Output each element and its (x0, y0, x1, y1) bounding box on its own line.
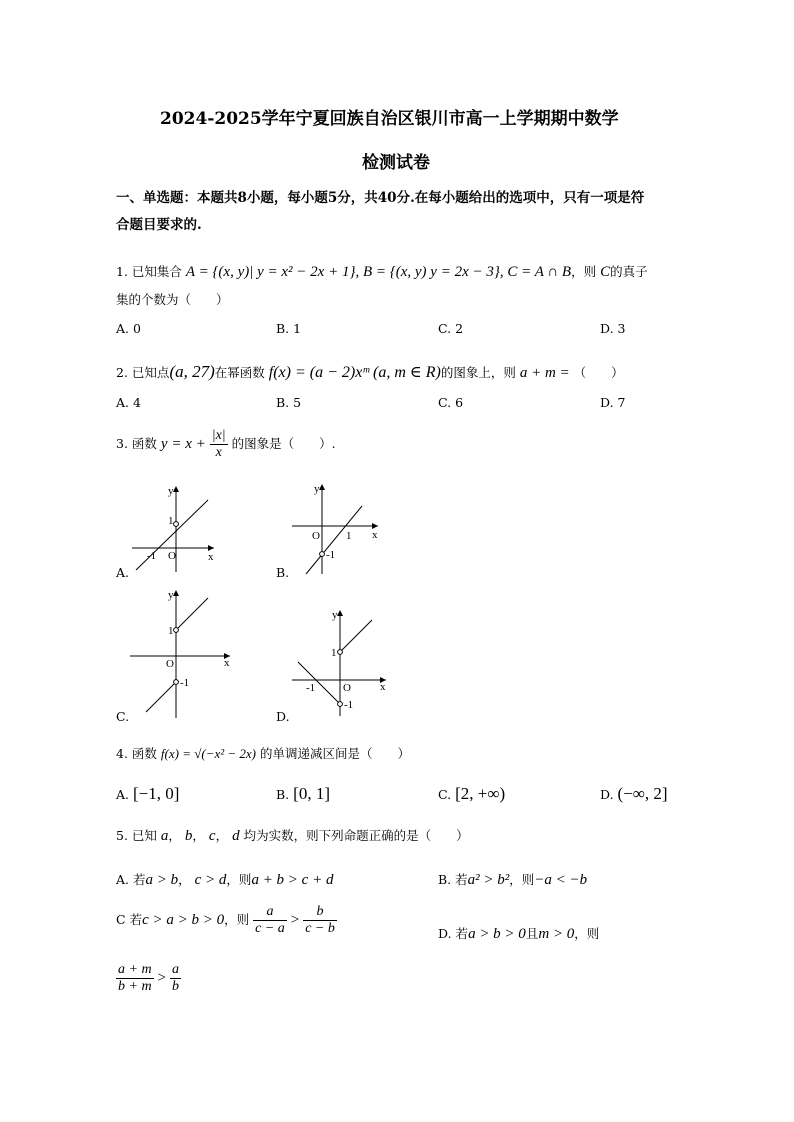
question-1 (116, 262, 648, 281)
q4-option-d: D. (−∞, 2] (600, 784, 668, 803)
graph-b-neg-one: -1 (326, 549, 336, 561)
question-4: 4. 函数 f(x) = √(−x² − 2x) 的单调递减区间是（ ） (116, 746, 411, 761)
q1-suffix: ，则 (571, 264, 597, 279)
q5-option-a: A. 若a > b， c > d，则a + b > c + d (116, 872, 334, 888)
graph-d-y-label: y (332, 609, 338, 621)
q3-fraction: $\frac{|x|}{x}$ (211, 428, 226, 460)
graph-a-neg-one: -1 (147, 550, 157, 562)
section-heading-cont: 合题目要求的. (116, 217, 202, 233)
q3-graph-c (128, 586, 238, 720)
q1-number: 1. (116, 264, 128, 279)
question-5: 5. 已知 a， b， c， d 均为实数，则下列命题正确的是（ ） (116, 828, 469, 844)
section-heading: 一、单选题：本题共8小题，每小题5分，共40分.在每小题给出的选项中，只有一项是符 (116, 190, 645, 206)
q1-var: C (600, 264, 611, 280)
q5c-fraction-1: $\frac{a}{c - a}$ (255, 904, 285, 936)
graph-d-x-label: x (380, 681, 386, 693)
q1-option-a: A. 0 (116, 321, 141, 336)
q2-expr: a + m = (519, 365, 570, 381)
q2-option-b: B. 5 (276, 395, 302, 410)
q3-option-a: A. (116, 565, 130, 580)
graph-a-origin: O (168, 550, 176, 562)
graph-b-one: 1 (346, 530, 352, 542)
q3-graph-b (288, 480, 384, 576)
q1-option-c: C. 2 (438, 321, 464, 336)
graph-d-origin: O (343, 682, 351, 694)
graph-c-y-label: y (168, 589, 174, 601)
graph-c-one: 1 (168, 625, 174, 637)
q5-option-d: D. 若a > b > 0且m > 0，则 (438, 926, 600, 942)
question-3: 3. 函数 y = x + $\frac{|x|}{x}$ 的图象是（ ）. (116, 428, 336, 460)
q5d-fraction-2: $\frac{a}{b}$ (172, 962, 179, 994)
q3-graph-d (288, 606, 392, 718)
graph-d-neg-one-2: -1 (344, 699, 354, 711)
q1-sets: A = {(x, y)| y = x² − 2x + 1}, B = {(x, y) y = 2x − 3}, C = A ∩ B (185, 264, 572, 280)
q1-stem-line2: 集的个数为（ ） (116, 292, 229, 307)
graph-a-one: 1 (168, 515, 174, 527)
graph-d-neg-one: -1 (306, 682, 316, 694)
q2-func: f(x) = (a − 2)xᵐ (a, m ∈ R) (268, 364, 441, 381)
q5-option-b: B. 若a² > b²，则−a < −b (438, 872, 588, 888)
q3-option-b: B. (276, 565, 290, 580)
graph-b-x-label: x (372, 529, 378, 541)
q4-option-a: A. [−1, 0] (116, 784, 180, 803)
q5d-fraction-1: $\frac{a + m}{b + m}$ (118, 962, 152, 994)
graph-c-neg-one: -1 (180, 677, 190, 689)
q2-point: (a, 27) (169, 362, 215, 381)
q3-option-c: C. (116, 709, 130, 724)
page-title: 2024-2025学年宁夏回族自治区银川市高一上学期期中数学 (160, 109, 619, 129)
graph-b-origin: O (312, 530, 320, 542)
graph-b-y-label: y (314, 483, 320, 495)
q4-option-b: B. [0, 1] (276, 784, 330, 803)
page-subtitle: 检测试卷 (362, 153, 430, 173)
q5-option-c: C 若c > a > b > 0，则 $\frac{a}{c - a}$ > $\frac{b}{c - b}$ (116, 904, 335, 936)
q3-graph-a (128, 482, 218, 574)
question-2: 2. 已知点(a, 27)在幂函数 f(x) = (a − 2)xᵐ (a, m ∈ R)的图象上，则 a + m = （ ） (116, 362, 624, 381)
graph-d-one: 1 (331, 647, 337, 659)
q1-option-d: D. 3 (600, 321, 626, 336)
q2-option-c: C. 6 (438, 395, 464, 410)
q3-func: y = x + (160, 436, 206, 452)
graph-c-origin: O (166, 658, 174, 670)
q1-end: 的真子 (610, 264, 648, 279)
q5-option-d-cont: $\frac{a + m}{b + m}$ > $\frac{a}{b}$ (118, 962, 179, 994)
q2-option-a: A. 4 (116, 395, 141, 410)
graph-a-y-label: y (168, 485, 174, 497)
graph-a-x-label: x (208, 551, 214, 563)
q4-option-c: C. [2, +∞) (438, 784, 506, 803)
q5c-fraction-2: $\frac{b}{c - b}$ (305, 904, 335, 936)
q2-option-d: D. 7 (600, 395, 626, 410)
q1-stem-prefix: 已知集合 (131, 264, 182, 279)
q4-func: f(x) = √(−x² − 2x) (160, 746, 257, 761)
graph-c-x-label: x (224, 657, 230, 669)
q3-option-d: D. (276, 709, 290, 724)
q1-option-b: B. 1 (276, 321, 302, 336)
